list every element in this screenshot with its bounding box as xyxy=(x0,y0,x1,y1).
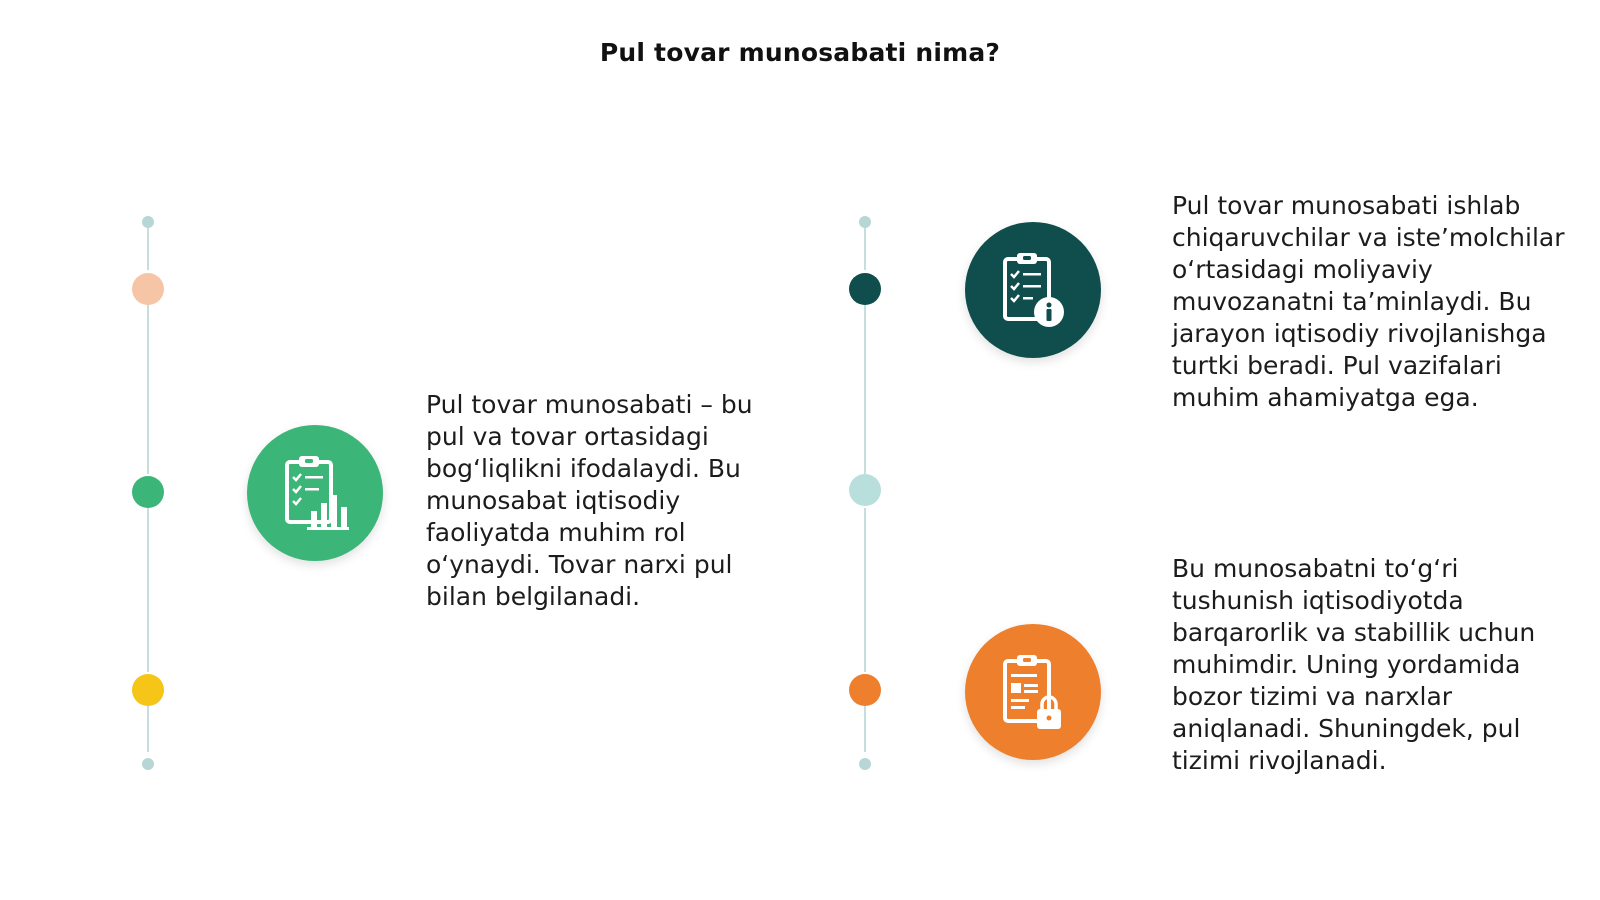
left-timeline-green-dot xyxy=(132,476,164,508)
right-timeline-dark-teal-dot xyxy=(849,273,881,305)
item-3-text: Bu munosabatni to‘g‘ri tushunish iqtisodiyotda barqarorlik va stabillik uchun muhimdir. Uning yordamida bozor tizimi va narxlar aniqlanadi. Shuningdek, pul tizimi rivojlanadi. xyxy=(1172,554,1536,775)
green-badge xyxy=(247,425,383,561)
left-timeline-start-dot xyxy=(142,216,154,228)
right-timeline-end-dot xyxy=(859,758,871,770)
left-timeline-end-dot xyxy=(142,758,154,770)
clipboard-info-icon xyxy=(999,250,1067,330)
clipboard-chart-icon xyxy=(281,453,349,533)
right-timeline-line-mid xyxy=(864,304,866,474)
left-timeline-line-bottom xyxy=(147,706,149,752)
left-timeline-peach-dot xyxy=(132,273,164,305)
left-timeline-line-low xyxy=(147,508,149,672)
dark-teal-badge xyxy=(965,222,1101,358)
page-title: Pul tovar munosabati nima? xyxy=(599,38,1001,67)
left-timeline-line-mid xyxy=(147,304,149,474)
right-timeline-orange-dot xyxy=(849,674,881,706)
clipboard-lock-icon xyxy=(999,652,1067,732)
left-timeline-yellow-dot xyxy=(132,674,164,706)
orange-badge xyxy=(965,624,1101,760)
right-timeline-line-bottom xyxy=(864,706,866,752)
right-timeline-light-teal-dot xyxy=(849,474,881,506)
item-2-text: Pul tovar munosabati ishlab chiqaruvchilar va iste’molchilar o‘rtasidagi moliyaviy muvozanatni ta’minlaydi. Bu jarayon iqtisodiy rivojlanishga turtki beradi. Pul vazifalari muhim ahamiyatga ega. xyxy=(1172,191,1565,412)
right-timeline-start-dot xyxy=(859,216,871,228)
right-timeline-line-low xyxy=(864,508,866,672)
right-timeline-line-top xyxy=(864,222,866,270)
item-1-text: Pul tovar munosabati – bu pul va tovar ortasidagi bog‘liqlikni ifodalaydi. Bu munosabat iqtisodiy faoliyatda muhim rol o‘ynaydi. Tovar narxi pul bilan belgilanadi. xyxy=(426,390,753,611)
left-timeline-line-top xyxy=(147,222,149,270)
